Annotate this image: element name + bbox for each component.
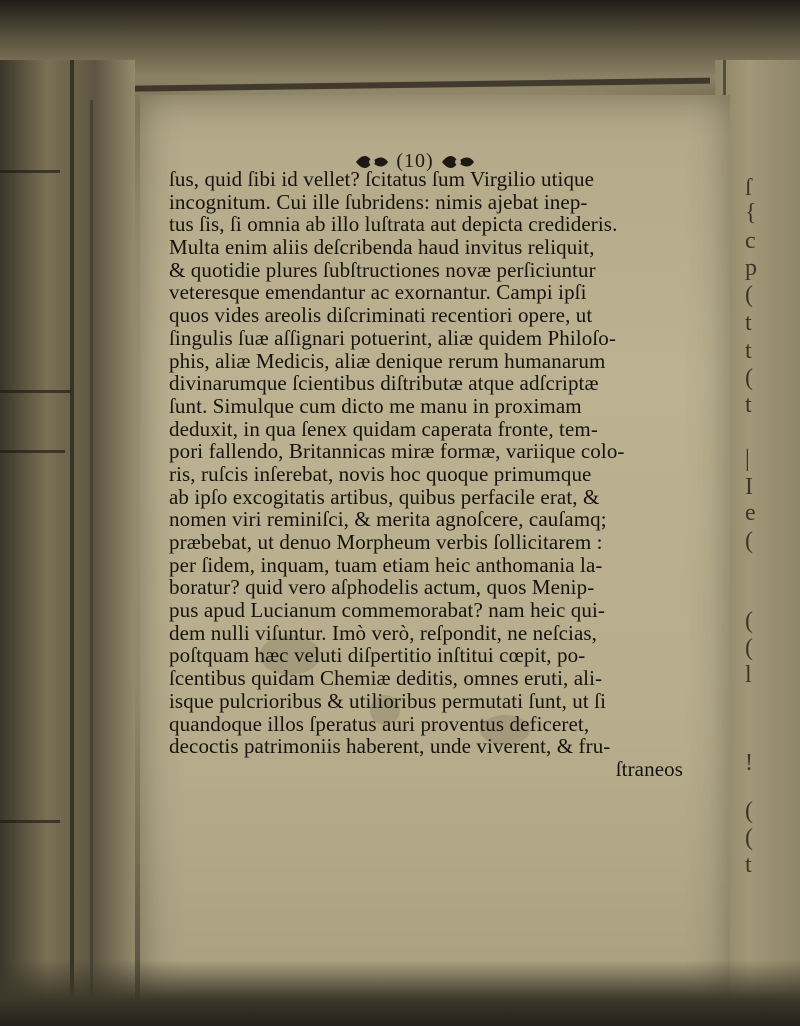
text-line: & quotidie plures ſubſtructiones novæ perſiciuntur [169, 257, 596, 282]
page-number: (10) [396, 150, 434, 172]
text-line: quandoque illos ſperatus auri proventus deficeret, [169, 711, 590, 736]
text-line: pori fallendo, Britannicas miræ formæ, variique colo- [169, 439, 625, 464]
text-line: quos vides areolis diſcriminati recentiori opere, ut [169, 303, 593, 328]
text-line: decoctis patrimoniis haberent, unde viverent, & fru- [169, 734, 611, 759]
text-line: nomen viri reminiſci, & merita agnoſcere, cauſamq; [169, 507, 607, 532]
left-gutter [0, 60, 135, 1020]
text-line: ris, ruſcis inſerebat, novis hoc quoque primumque [169, 461, 592, 486]
text-line: ſingulis ſuæ aſſignari potuerint, aliæ quidem Philoſo- [169, 325, 616, 350]
text-line: per ſidem, inquam, tuam etiam heic anthomania la- [169, 552, 603, 577]
text-line: divinarumque ſcientibus diſtributæ atque adſcriptæ [169, 371, 599, 396]
text-line: poſtquam hæc veluti diſpertitio inſtitui cœpit, po- [169, 643, 586, 668]
text-line: deduxit, in qua ſenex quidam caperata fronte, tem- [169, 416, 598, 441]
text-line: tus ſis, ſi omnia ab illo luſtrata aut depicta credideris. [169, 212, 618, 237]
text-line: isque pulcrioribus & utilioribus permutati ſunt, ut ſi [169, 688, 607, 713]
text-line: veteresque emendantur ac exornantur. Campi ipſi [169, 280, 587, 305]
text-line: phis, aliæ Medicis, aliæ denique rerum humanarum [169, 348, 606, 373]
text-line: ab ipſo excogitatis artibus, quibus perfacile erat, & [169, 484, 600, 509]
text-line: dem nulli viſuntur. Imò verò, reſpondit, ne neſcias, [169, 620, 598, 645]
text-line: boratur? quid vero aſphodelis actum, quos Menip- [169, 575, 595, 600]
text-line: pus apud Lucianum commemorabat? nam heic qui- [169, 598, 606, 623]
text-line: ſus, quid ſibi id vellet? ſcitatus ſum Virgilio utique [169, 167, 595, 191]
text-line: præbebat, ut denuo Morpheum verbis ſollicitarem : [169, 530, 603, 554]
right-gutter: ſ { c p ( t t ( t | I e ( ( ( l ! ( ( t [715, 60, 800, 1020]
catchword: ſtraneos [615, 756, 683, 781]
text-line: incognitum. Cui ille ſubridens: nimis ajebat inep- [169, 189, 588, 214]
text-line: ſcentibus quidam Chemiæ deditis, omnes eruti, ali- [169, 666, 603, 691]
text-line: Multa enim aliis deſcribenda haud invitus reliquit, [169, 235, 595, 260]
text-line: ſunt. Simulque cum dicto me manu in proximam [169, 393, 582, 418]
body-text [169, 168, 741, 781]
book-bottom-edge [0, 960, 800, 1026]
